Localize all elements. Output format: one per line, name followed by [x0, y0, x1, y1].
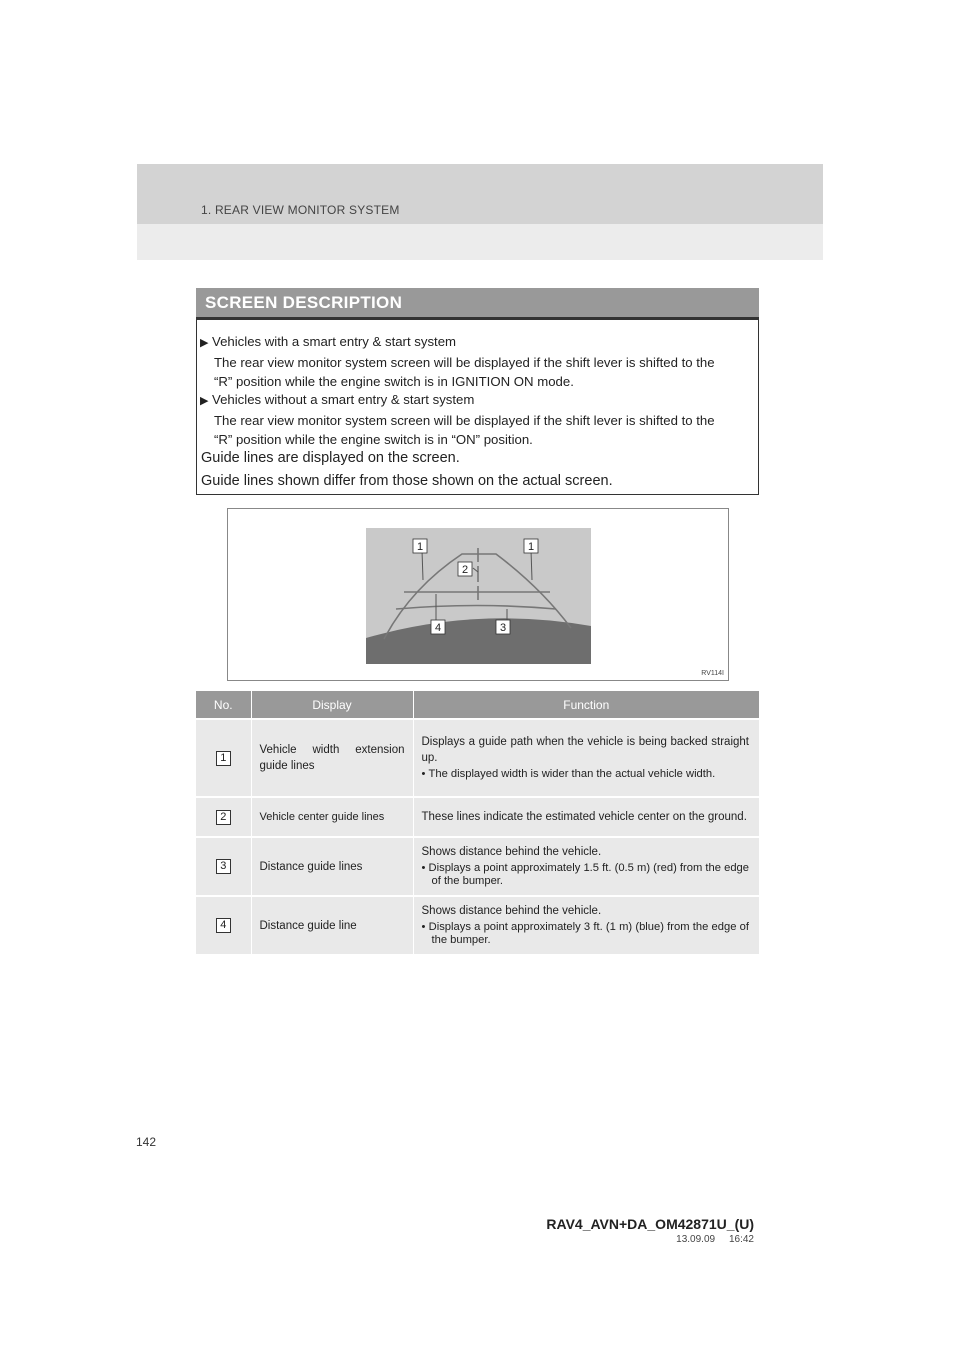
row-display: Distance guide line — [251, 896, 413, 954]
triangle-bullet-icon: ▶ — [200, 395, 209, 407]
guide-lines-table — [196, 691, 759, 954]
bullet-smart-entry: ▶ Vehicles with a smart entry & start system The rear view monitor system screen will be displayed if the shift lever is shifted to the “R” position while the engine switch is in IGNITION ON mode. — [200, 334, 715, 389]
row-display: Distance guide lines — [251, 837, 413, 896]
row-function: Displays a guide path when the vehicle is being backed straight up. • The displayed width is wider than the actual vehicle width. — [413, 719, 759, 797]
row-number-2: 2 — [216, 810, 231, 825]
table-row — [196, 837, 759, 896]
row-number-3: 3 — [216, 859, 231, 874]
bullet-no-smart-entry: ▶ Vehicles without a smart entry & start system The rear view monitor system screen will be displayed if the shift lever is shifted to the “R” position while the engine switch is in “ON” position. — [200, 392, 715, 447]
row-display: Vehicle width extension guide lines — [251, 719, 413, 797]
row-number-1: 1 — [216, 751, 231, 766]
page-header-band — [137, 164, 823, 260]
row-number-4: 4 — [216, 918, 231, 933]
row-function: Shows distance behind the vehicle. • Displays a point approximately 3 ft. (1 m) (blue) from the edge of the bumper. — [413, 896, 759, 954]
row-number-cell — [196, 896, 251, 954]
row-display: Vehicle center guide lines — [251, 797, 413, 837]
table-row — [196, 719, 759, 797]
row-function-note: • Displays a point approximately 1.5 ft. (0.5 m) (red) from the edge of the bumper. — [421, 862, 749, 887]
table-row — [196, 797, 759, 837]
triangle-bullet-icon: ▶ — [200, 337, 209, 349]
table-header-row — [196, 691, 759, 719]
section-title: SCREEN DESCRIPTION — [205, 293, 403, 312]
row-function-note: • The displayed width is wider than the actual vehicle width. — [421, 768, 716, 780]
note-guide-lines-differ: Guide lines shown differ from those shown on the actual screen. — [201, 473, 613, 489]
rear-view-screen-illustration — [366, 528, 591, 664]
description-box — [196, 320, 759, 495]
print-timestamp: 13.09.09 16:42 — [676, 1234, 754, 1245]
callout-4: 4 — [434, 622, 442, 634]
figure-code: RV114I — [701, 670, 724, 677]
rear-view-figure — [227, 508, 729, 681]
callout-1-right: 1 — [527, 541, 535, 553]
table-row — [196, 896, 759, 954]
callout-2: 2 — [461, 564, 469, 576]
note-guide-lines-displayed: Guide lines are displayed on the screen. — [201, 450, 460, 466]
section-title-bar — [196, 288, 759, 320]
document-code: RAV4_AVN+DA_OM42871U_(U) — [546, 1216, 754, 1232]
row-number-cell — [196, 837, 251, 896]
row-function: Shows distance behind the vehicle. • Displays a point approximately 1.5 ft. (0.5 m) (red) from the edge of the bumper. — [413, 837, 759, 896]
row-number-cell — [196, 797, 251, 837]
callout-3: 3 — [499, 622, 507, 634]
row-number-cell — [196, 719, 251, 797]
callout-1-left: 1 — [416, 541, 424, 553]
page-number: 142 — [136, 1135, 157, 1149]
chapter-heading: 1. REAR VIEW MONITOR SYSTEM — [201, 203, 400, 217]
column-header-no: No. — [196, 691, 251, 719]
row-function-note: • Displays a point approximately 3 ft. (1 m) (blue) from the edge of the bumper. — [421, 921, 749, 946]
column-header-function: Function — [413, 691, 759, 719]
column-header-display: Display — [251, 691, 413, 719]
row-function: These lines indicate the estimated vehicle center on the ground. — [413, 797, 759, 837]
